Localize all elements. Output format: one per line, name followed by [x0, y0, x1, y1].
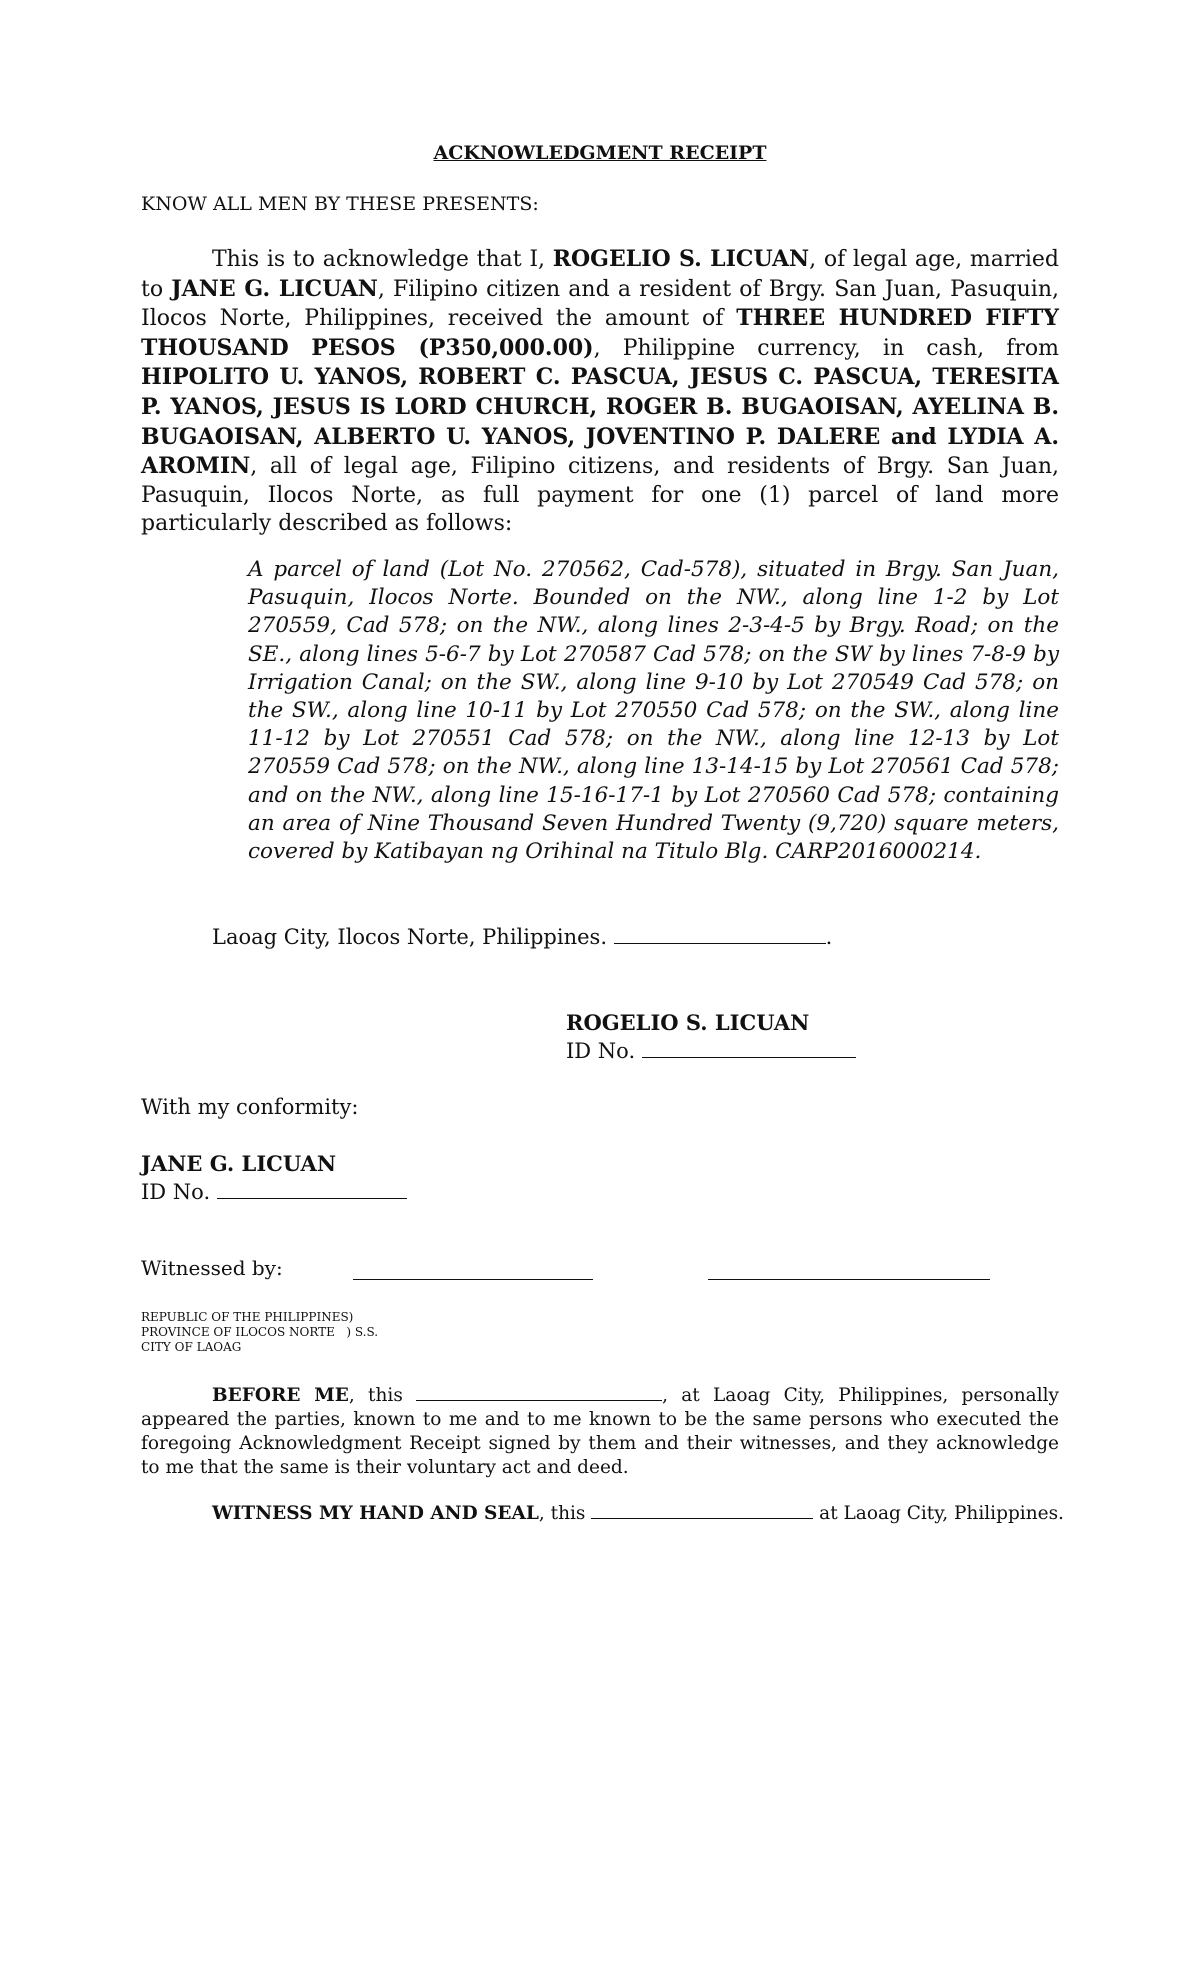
venue-line-1: REPUBLIC OF THE PHILIPPINES) [141, 1310, 354, 1324]
para-text-2: , of legal age, married to [141, 247, 1060, 302]
witness-hand-text-1: , this [538, 1503, 592, 1524]
conformity-id-line [141, 1180, 407, 1204]
para-text-3: , Filipino citizen and a resident of Brgy. San Juan, Pasuquin, Ilocos Norte, Philippines, received the amount of [141, 276, 1059, 332]
jurat-bold: BEFORE ME [212, 1385, 349, 1406]
spouse-name: JANE G. LICUAN [171, 275, 378, 302]
para-text-4: , Philippine currency, in cash, from [593, 335, 1059, 361]
witness-hand-bold: WITNESS MY HAND AND SEAL [212, 1503, 539, 1524]
conformity-name: JANE G. LICUAN [141, 1151, 337, 1176]
witness-hand-line [212, 1500, 1064, 1524]
para-text-1: This is to acknowledge that I, [212, 247, 553, 272]
conformity-id-label: ID No. [141, 1180, 217, 1204]
witnessed-label: Witnessed by: [141, 1256, 283, 1280]
signatory-id-line [566, 1039, 856, 1063]
witness-hand-text-2: at Laoag City, Philippines. [813, 1503, 1064, 1524]
jurat-paragraph [141, 1382, 1059, 1480]
date-blank [614, 925, 826, 944]
venue-line-2: PROVINCE OF ILOCOS NORTE ) S.S. [141, 1325, 379, 1339]
witness-signature-line-2 [708, 1279, 990, 1280]
jurat-date-blank [416, 1382, 662, 1401]
place-date-line [212, 925, 832, 949]
opening-line: KNOW ALL MEN BY THESE PRESENTS: [141, 193, 539, 215]
signatory-name: ROGELIO S. LICUAN [566, 1010, 810, 1035]
acknowledger-name: ROGELIO S. LICUAN [552, 246, 810, 272]
venue-line-3: CITY OF LAOAG [141, 1340, 242, 1354]
jurat-text-2: , at Laoag City, Philippines, personally appeared the parties, known to me and to me known to be the same persons who executed the foregoing Acknowledgment Receipt signed by them and their witnesses, and they acknowledge to me that the same is their voluntary act and deed. [141, 1385, 1059, 1478]
amount-received: THREE HUNDRED FIFTY THOUSAND PESOS (P350,000.00) [141, 305, 1059, 361]
venue-block [141, 1310, 378, 1355]
place-end: . [825, 925, 833, 949]
document-title: ACKNOWLEDGMENT RECEIPT [433, 142, 767, 164]
witness-hand-blank [591, 1500, 813, 1519]
witness-signature-line-1 [353, 1279, 593, 1280]
jurat-text-1: , this [348, 1385, 417, 1406]
signatory-id-blank [642, 1039, 856, 1058]
land-description: A parcel of land (Lot No. 270562, Cad-578), situated in Brgy. San Juan, Pasuquin, Ilocos Norte. Bounded on the NW., along line 1-2 by Lot 270559, Cad 578; on the NW., along lines 2-3-4-5 by Brgy. Road; on the SE., along lines 5-6-7 by Lot 270587 Cad 578; on the SW by lines 7-8-9 by Irrigation Canal; on the SW., along line 9-10 by Lot 270549 Cad 578; on the SW., along line 10-11 by Lot 270550 Cad 578; on the SW., along line 11-12 by Lot 270551 Cad 578; on the NW., along line 12-13 by Lot 270559 Cad 578; on the NW., along line 13-14-15 by Lot 270561 Cad 578; and on the NW., along line 15-16-17-1 by Lot 270560 Cad 578; containing an area of Nine Thousand Seven Hundred Twenty (9,720) square meters, covered by Katibayan ng Orihinal na Titulo Blg. CARP2016000214. [248, 557, 1059, 865]
para-text-5: , all of legal age, Filipino citizens, and residents of Brgy. San Juan, Pasuquin, Ilocos Norte, as full payment for one (1) parcel of land more particularly described as follows: [141, 454, 1059, 537]
signatory-id-label: ID No. [566, 1039, 642, 1063]
conformity-id-blank [217, 1180, 407, 1199]
acknowledgment-paragraph [141, 245, 1059, 539]
payor-names: HIPOLITO U. YANOS, ROBERT C. PASCUA, JESUS C. PASCUA, TERESITA P. YANOS, JESUS IS LORD CHURCH, ROGER B. BUGAOISAN, AYELINA B. BUGAOISAN, ALBERTO U. YANOS, JOVENTINO P. DALERE and LYDIA A. AROMIN [141, 364, 1059, 480]
place-text: Laoag City, Ilocos Norte, Philippines. [212, 925, 614, 949]
conformity-label: With my conformity: [141, 1095, 359, 1119]
